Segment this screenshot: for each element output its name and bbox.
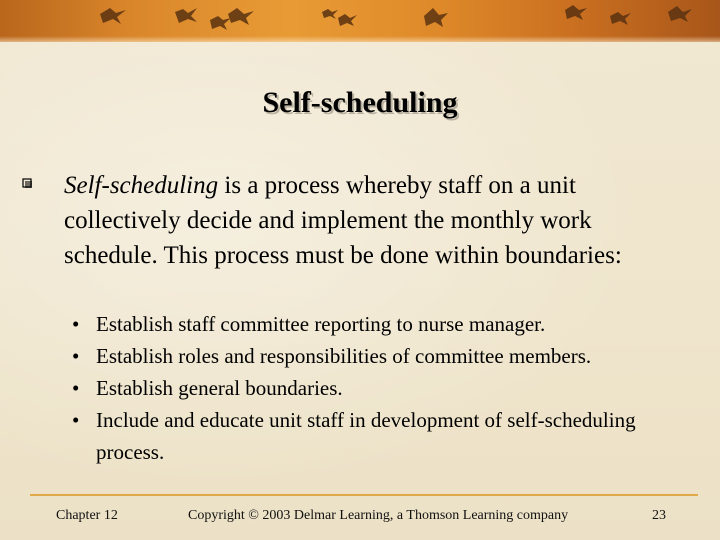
footer-divider <box>30 494 698 496</box>
sub-point-text: Establish staff committee reporting to nurse manager. <box>96 312 546 336</box>
sub-point <box>72 308 692 340</box>
sub-point-text: Establish roles and responsibilities of committee members. <box>96 344 592 368</box>
sub-point-list <box>72 308 692 468</box>
sub-point <box>72 340 692 372</box>
geese-banner <box>0 0 720 42</box>
sub-point <box>72 372 692 404</box>
bullet-dot-icon: • <box>72 312 80 336</box>
footer-page-number: 23 <box>652 508 666 523</box>
footer-chapter: Chapter 12 <box>56 508 118 523</box>
bullet-dot-icon: • <box>72 376 80 400</box>
bullet-dot-icon: • <box>72 344 80 368</box>
flying-geese-image <box>0 0 720 42</box>
footer-copyright: Copyright © 2003 Delmar Learning, a Thomson Learning company <box>188 508 569 523</box>
bullet-dot-icon: • <box>72 408 80 432</box>
main-point-text: is a process whereby staff on a unit collectively decide and implement the monthly work schedule. This process must be done within boundaries: <box>64 172 622 269</box>
sub-point-text: Include and educate unit staff in development of self-scheduling process. <box>96 408 636 464</box>
sub-point-text: Establish general boundaries. <box>96 376 343 400</box>
square-bullet-icon <box>20 176 34 190</box>
sub-point <box>72 404 692 468</box>
main-point-term: Self-scheduling <box>64 172 219 199</box>
main-point <box>64 168 674 273</box>
slide-title: Self-scheduling <box>262 86 458 119</box>
